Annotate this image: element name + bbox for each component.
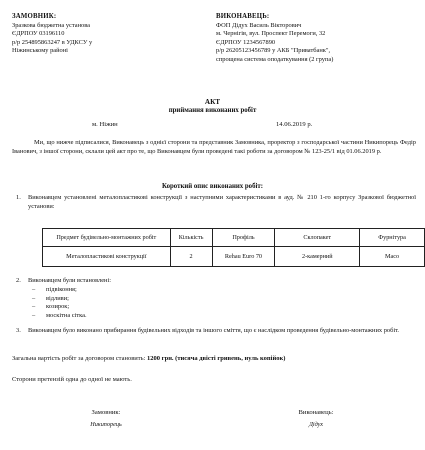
dash-marker: –: [32, 286, 36, 293]
list-item-number: 3.: [16, 327, 21, 334]
customer-block: [12, 13, 202, 56]
installed-item-text: відливи;: [46, 294, 69, 302]
customer-signature-label: Замовник:: [91, 409, 121, 416]
contractor-signature-label: Виконавець:: [298, 409, 334, 416]
contractor-line: ФОП Дідух Василь Вікторович: [216, 21, 302, 29]
installed-item-text: козирок;: [46, 303, 70, 311]
table-cell: Металопластикові конструкції: [43, 247, 171, 267]
customer-line: ЄДРПОУ 03196110: [12, 30, 65, 38]
table-cell: 2-камерний: [275, 247, 360, 267]
table-header-cell: Фурнітура: [360, 229, 425, 247]
installed-item: [28, 295, 228, 304]
act-subtitle: приймання виконаних робіт: [168, 107, 257, 114]
total-cost-line: [12, 355, 416, 363]
list-item-number: 2.: [16, 277, 21, 284]
installed-list: [28, 286, 228, 320]
customer-signature-block: [66, 409, 146, 429]
dash-marker: –: [32, 303, 36, 311]
table-header-cell: Предмет будівельно-монтажних робіт: [43, 229, 171, 247]
customer-line: Зразкова бюджетна установа: [12, 21, 90, 29]
intro-paragraph: Ми, що нижче підписалися, Виконавець з однієї сторони та представник Замовника, проректор з господарської частини Никипорець Федір Іванович, з іншої сторони, склали цей акт про те, що Виконавцем були проведені такі роботи за договором № 123-25/1 від 01.06.2019 р.: [12, 139, 416, 155]
table-header-cell: Склопакет: [275, 229, 360, 247]
works-table: [42, 228, 425, 267]
contractor-signature: Дідух: [308, 421, 324, 429]
customer-line: Ніжинському районі: [12, 47, 68, 55]
table-cell: Maco: [360, 247, 425, 267]
act-place: м. Ніжин: [92, 121, 118, 128]
contractor-signature-block: [276, 409, 356, 429]
dash-marker: –: [32, 294, 36, 302]
contractor-block: [216, 13, 416, 65]
claims-statement: Сторони претензій одна до одної не мають.: [12, 376, 132, 383]
list-item-text: Виконавцем були встановлені:: [28, 277, 112, 284]
total-amount: 1200 грн. (тисяча двісті гривень, нуль копійок): [147, 355, 286, 362]
contractor-line: спрощена система оподаткування (2 група): [216, 55, 334, 63]
customer-header: ЗАМОВНИК:: [12, 13, 57, 20]
list-item-text: Виконавцем установлені металопластикові конструкції з наступними характеристиками в ауд. № 210 1-го корпусу Зразкової бюджетної установи:: [28, 194, 416, 210]
list-item: [12, 327, 416, 336]
installed-item-text: москітна сітка.: [46, 311, 87, 319]
customer-signature: Никипорець: [90, 421, 122, 429]
table-row: [43, 247, 425, 267]
section-title: Короткий опис виконаних робіт:: [162, 183, 263, 190]
table-cell: Rehau Euro 70: [212, 247, 275, 267]
act-title: АКТ: [204, 98, 221, 106]
installed-item-text: підвіконня;: [46, 286, 77, 293]
list-item: [12, 194, 416, 211]
list-item: [12, 277, 416, 286]
contractor-line: р/р 26205123456789 у АКБ "Приватбанк",: [216, 47, 331, 55]
table-header-cell: Профіль: [212, 229, 275, 247]
customer-line: р/р 254895863247 в УДКСУ у: [12, 38, 93, 46]
installed-item: [28, 312, 228, 321]
contractor-line: ЄДРПОУ 1234567890: [216, 38, 276, 46]
list-item-number: 1.: [16, 194, 21, 201]
table-cell: 2: [170, 247, 212, 267]
table-header-row: [43, 229, 425, 247]
total-prefix: Загальна вартість робіт за договором становить:: [12, 355, 146, 362]
list-item-text: Виконавцем було виконано прибирання будівельних відходів та іншого сміття, що є наслідком проведення будівельно-монтажних робіт.: [28, 327, 400, 334]
installed-item: [28, 286, 228, 295]
dash-marker: –: [32, 311, 36, 319]
contractor-line: м. Чернігів, вул. Проспект Перемоги, 32: [216, 30, 326, 38]
act-date: 14.06.2019 р.: [276, 121, 313, 128]
installed-item: [28, 303, 228, 312]
contractor-header: ВИКОНАВЕЦЬ:: [216, 13, 270, 20]
table-header-cell: Кількість: [170, 229, 212, 247]
